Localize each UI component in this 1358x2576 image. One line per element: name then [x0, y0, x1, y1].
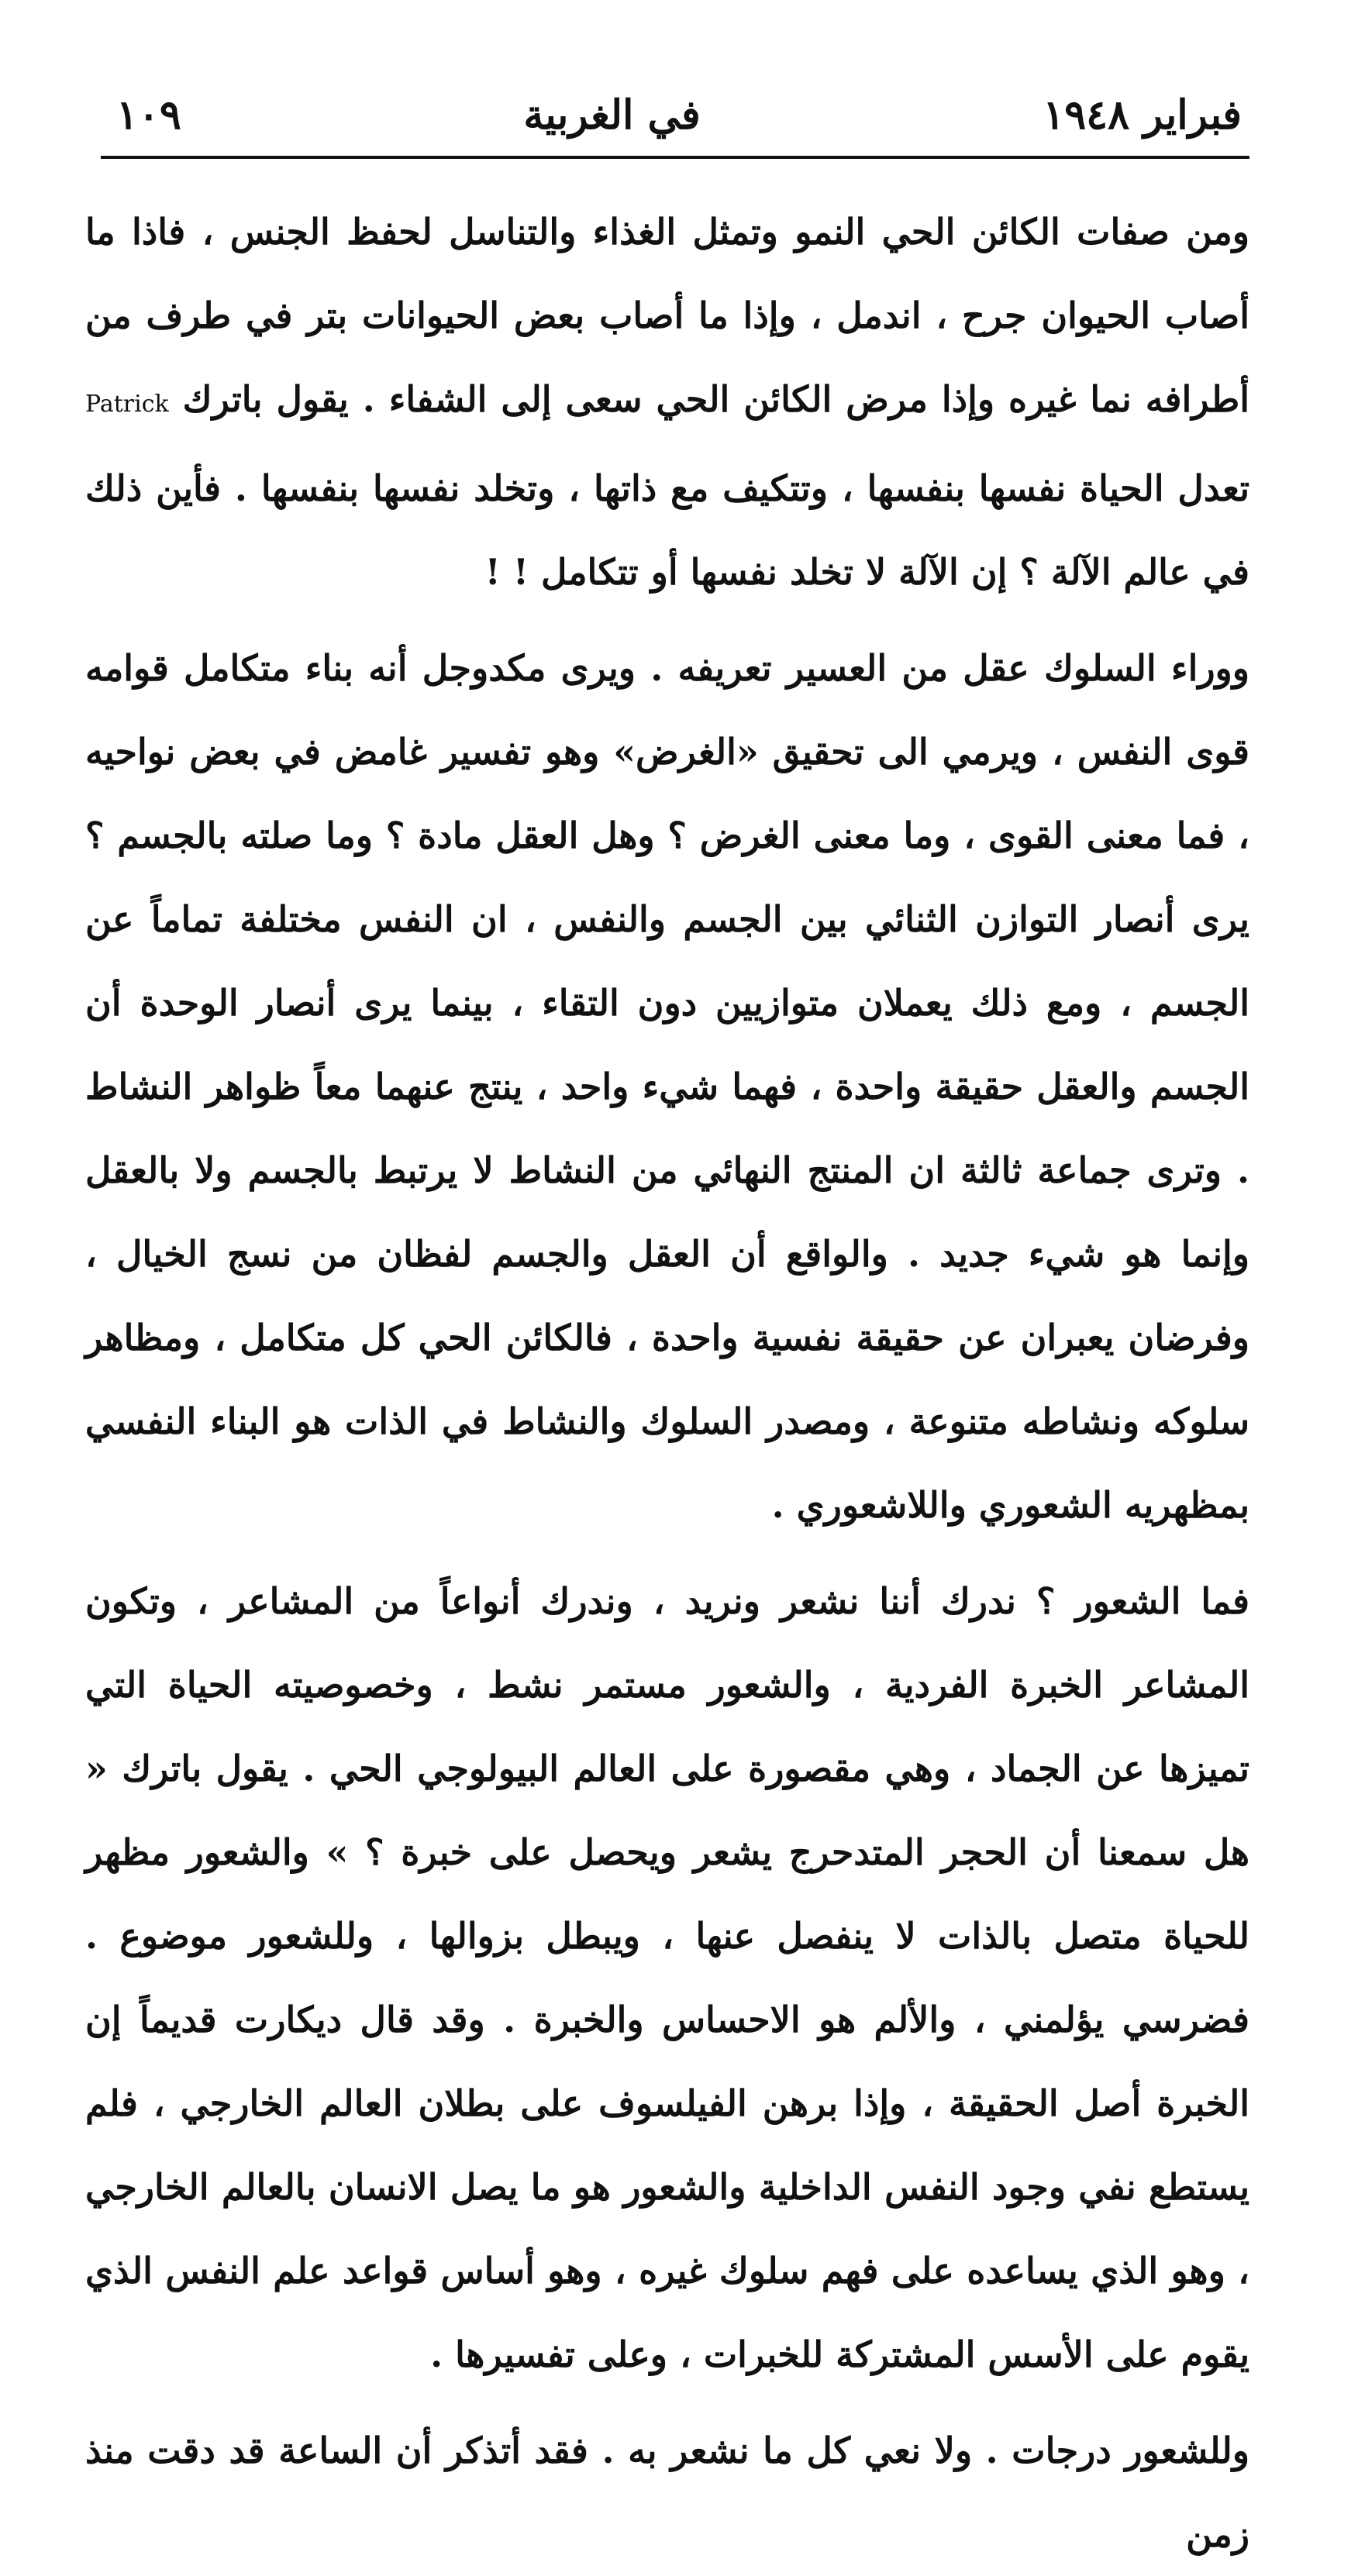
paragraph-3: فما الشعور ؟ ندرك أننا نشعر ونريد ، وندرك أنواعاً من المشاعر ، وتكون المشاعر الخبرة الفردية ، والشعور مستمر نشط ، وخصوصيته الحياة التي تميزها عن الجماد ، وهي مقصورة على العالم البيولوجي الحي . يقول باترك « هل سمعنا أن الحجر المتدحرج يشعر ويحصل على خبرة ؟ » والشعور مظهر للحياة متصل بالذات لا ينفصل عنها ، ويبطل بزوالها ، وللشعور موضوع . فضرسي يؤلمني ، والألم هو الاحساس والخبرة . وقد قال ديكارت قديماً إن الخبرة أصل الحقيقة ، وإذا برهن الفيلسوف على بطلان العالم الخارجي ، فلم يستطع نفي وجود النفس الداخلية والشعور هو ما يصل الانسان بالعالم الخارجي ، وهو الذي يساعده على فهم سلوك غيره ، وهو أساس قواعد علم النفس الذي يقوم على الأسس المشتركة للخبرات ، وعلى تفسيرها . — [85, 1580, 1249, 2376]
page-number: ١٠٩ — [116, 91, 181, 139]
paragraph-4: وللشعور درجات . ولا نعي كل ما نشعر به . فقد أتذكر أن الساعة قد دقت منذ زمن — [85, 2430, 1249, 2556]
running-header — [85, 93, 1249, 151]
paragraph-1 — [85, 190, 1249, 614]
body-text — [85, 190, 1249, 2576]
paragraph-2: ووراء السلوك عقل من العسير تعريفه . ويرى مكدوجل أنه بناء متكامل قوامه قوى النفس ، ويرمي الى تحقيق «الغرض» وهو تفسير غامض في بعض نواحيه ، فما معنى القوى ، وما معنى الغرض ؟ وهل العقل مادة ؟ وما صلته بالجسم ؟ يرى أنصار التوازن الثنائي بين الجسم والنفس ، ان النفس مختلفة تماماً عن الجسم ، ومع ذلك يعملان متوازيين دون التقاء ، بينما يرى أنصار الوحدة أن الجسم والعقل حقيقة واحدة ، فهما شيء واحد ، ينتج عنهما معاً ظواهر النشاط . وترى جماعة ثالثة ان المنتج النهائي من النشاط لا يرتبط بالجسم ولا بالعقل وإنما هو شيء جديد . والواقع أن العقل والجسم لفظان من نسج الخيال ، وفرضان يعبران عن حقيقة نفسية واحدة ، فالكائن الحي كل متكامل ، ومظاهر سلوكه ونشاطه متنوعة ، ومصدر السلوك والنشاط في الذات هو البناء النفسي بمظهريه الشعوري واللاشعوري . — [85, 647, 1249, 1527]
paragraph-1-part-2: تعدل الحياة نفسها بنفسها ، وتتكيف مع ذاتها ، وتخلد نفسها بنفسها . فأين ذلك في عالم الآلة ؟ إن الآلة لا تخلد نفسها أو تتكامل ! ! — [85, 467, 1249, 594]
latin-name-patrick: Patrick — [85, 391, 169, 418]
header-title: في الغربية — [523, 91, 701, 139]
paragraph-1-part-1: ومن صفات الكائن الحي النمو وتمثل الغذاء والتناسل لحفظ الجنس ، فاذا ما أصاب الحيوان جرح ، اندمل ، وإذا ما أصاب بعض الحيوانات بتر في طرف من أطرافه نما غيره وإذا مرض الكائن الحي سعى إلى الشفاء . يقول باترك — [85, 211, 1250, 421]
header-rule — [101, 156, 1249, 159]
header-date: فبراير ١٩٤٨ — [1043, 91, 1242, 139]
